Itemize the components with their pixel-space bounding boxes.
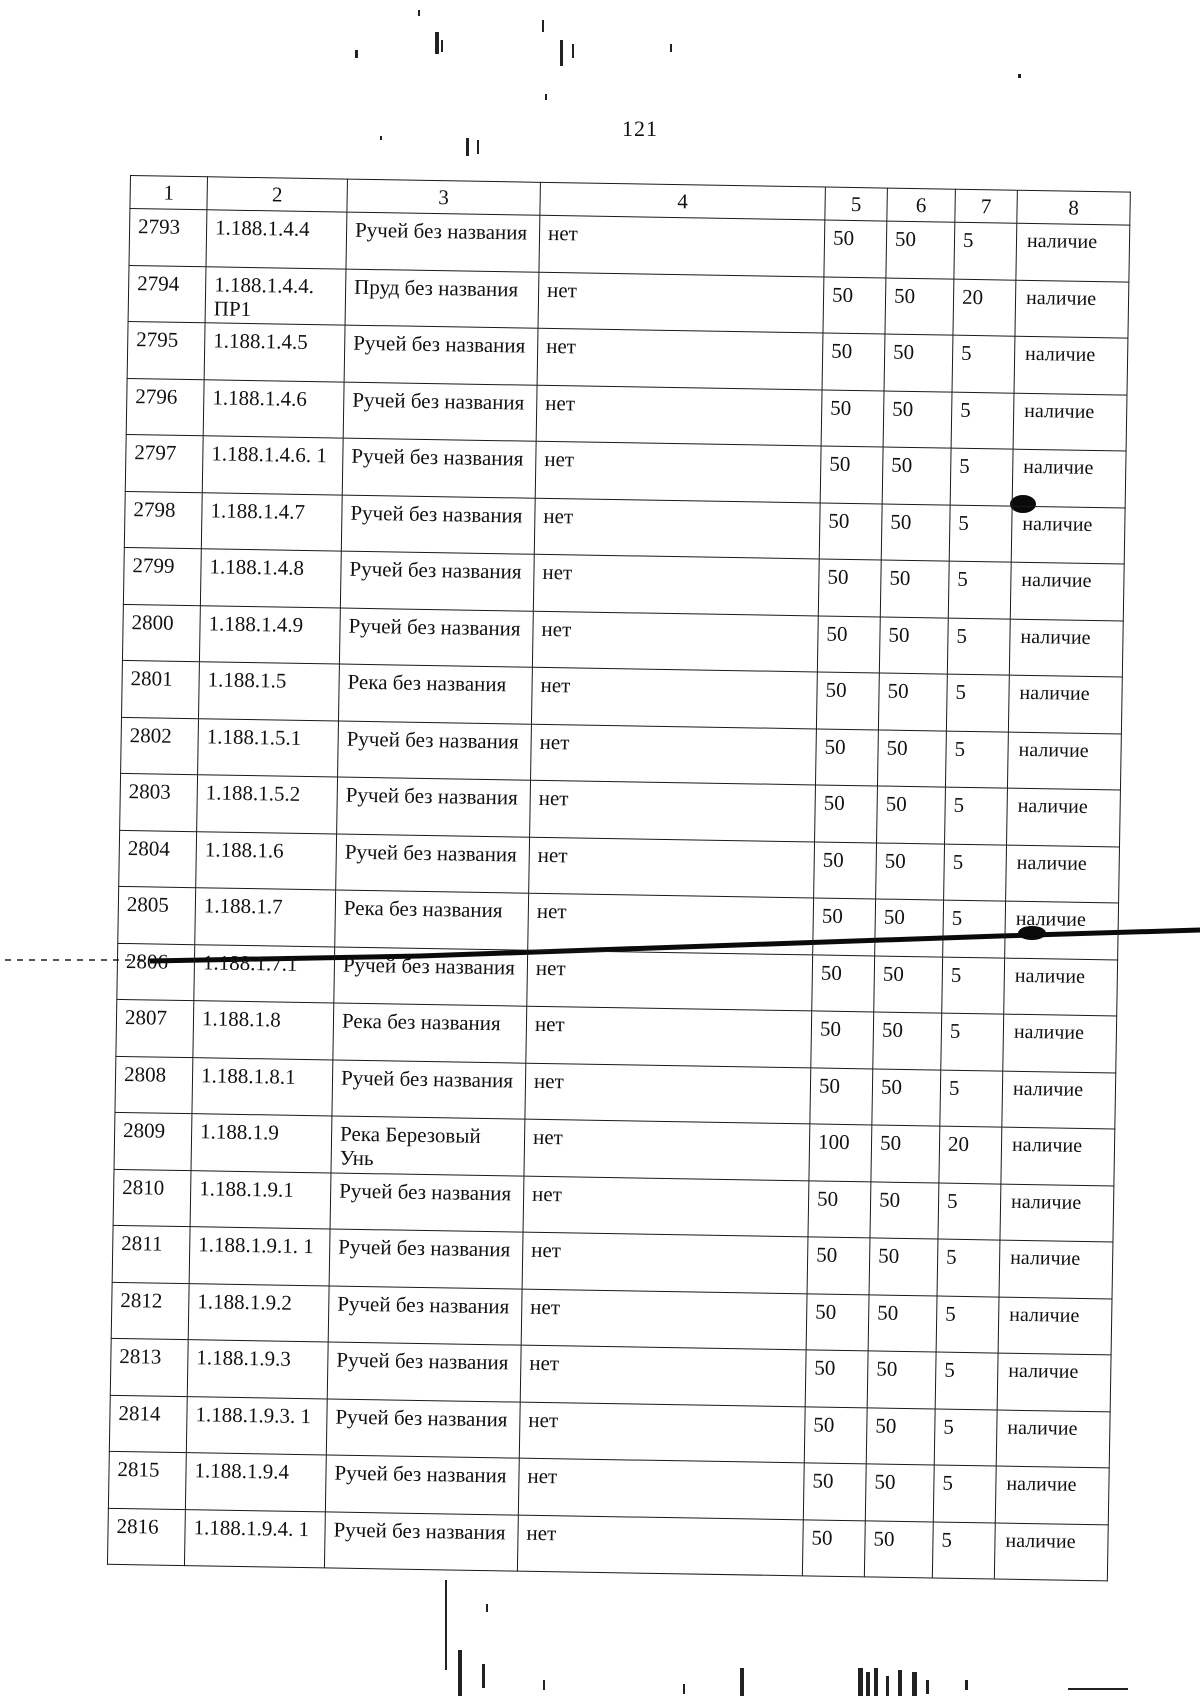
row-number: 2795	[127, 321, 205, 379]
column-4-value: нет	[539, 215, 825, 276]
column-5-value: 50	[824, 220, 887, 278]
column-5-value: 50	[804, 1406, 867, 1464]
speckle	[542, 20, 544, 32]
code: 1.188.1.5.2	[197, 775, 338, 834]
status: наличие	[1005, 901, 1119, 959]
speckle	[477, 140, 479, 154]
column-7-value: 5	[942, 957, 1005, 1015]
speckle	[912, 1672, 917, 1696]
column-7-value: 5	[947, 618, 1010, 676]
column-header: 8	[1017, 190, 1131, 225]
code: 1.188.1.4.6	[203, 379, 344, 438]
object-name: Ручей без названия	[341, 495, 535, 555]
water-bodies-table	[107, 175, 1131, 1581]
object-name: Ручей без названия	[326, 1398, 520, 1458]
row-number: 2804	[119, 830, 197, 888]
column-4-value: нет	[534, 498, 820, 559]
column-4-value: нет	[536, 385, 822, 446]
object-name: Ручей без названия	[336, 834, 530, 894]
column-6-value: 50	[865, 1464, 934, 1522]
column-5-value: 50	[806, 1293, 869, 1351]
column-6-value: 50	[879, 617, 948, 675]
code: 1.188.1.7	[195, 888, 336, 947]
speckle	[435, 32, 439, 54]
column-7-value: 5	[934, 1409, 997, 1467]
column-6-value: 50	[871, 1125, 940, 1183]
object-name: Ручей без названия	[344, 325, 538, 385]
column-7-value: 5	[952, 335, 1015, 393]
speckle	[965, 1680, 968, 1690]
column-7-value: 5	[935, 1352, 998, 1410]
object-name: Ручей без названия	[324, 1511, 518, 1571]
object-name: Ручей без названия	[327, 1342, 521, 1402]
column-6-value: 50	[870, 1181, 939, 1239]
object-name: Ручей без названия	[338, 721, 532, 781]
column-6-value: 50	[866, 1407, 935, 1465]
row-number: 2798	[124, 491, 202, 549]
column-6-value: 50	[878, 673, 947, 731]
column-4-value: нет	[521, 1289, 807, 1350]
speckle	[866, 1672, 870, 1696]
column-6-value: 50	[885, 278, 954, 336]
column-header: 6	[887, 188, 956, 222]
column-7-value: 20	[939, 1126, 1002, 1184]
speckle	[898, 1670, 902, 1696]
code: 1.188.1.6	[196, 831, 337, 890]
code: 1.188.1.9	[191, 1114, 332, 1173]
row-number: 2802	[121, 717, 199, 775]
column-5-value: 50	[803, 1463, 866, 1521]
row-number: 2811	[112, 1225, 190, 1283]
column-4-value: нет	[524, 1119, 810, 1180]
column-5-value: 100	[809, 1124, 872, 1182]
status: наличие	[1016, 223, 1130, 281]
column-6-value: 50	[869, 1238, 938, 1296]
speckle	[858, 1668, 863, 1696]
object-name: Ручей без названия	[346, 212, 540, 272]
column-5-value: 50	[817, 615, 880, 673]
object-name: Ручей без названия	[343, 382, 537, 442]
speckle	[486, 1604, 488, 1612]
object-name: Ручей без названия	[337, 777, 531, 837]
page-number: 121	[622, 116, 658, 141]
column-5-value: 50	[822, 333, 885, 391]
column-7-value: 5	[938, 1183, 1001, 1241]
row-number: 2803	[120, 773, 198, 831]
column-4-value: нет	[537, 328, 823, 389]
column-4-value: нет	[529, 837, 815, 898]
speckle	[380, 136, 382, 140]
column-6-value: 50	[874, 955, 943, 1013]
object-name: Река без названия	[335, 890, 529, 950]
row-number: 2812	[111, 1282, 189, 1340]
code: 1.188.1.9.1	[190, 1170, 331, 1229]
column-5-value: 50	[813, 898, 876, 956]
status: наличие	[1007, 788, 1121, 846]
column-7-value: 5	[949, 505, 1012, 563]
column-6-value: 50	[875, 899, 944, 957]
column-4-value: нет	[518, 1458, 804, 1519]
column-6-value: 50	[886, 221, 955, 279]
object-name: Ручей без названия	[332, 1059, 526, 1119]
speckle	[466, 138, 469, 156]
row-number: 2793	[129, 209, 207, 267]
column-header: 7	[955, 189, 1018, 223]
column-6-value: 50	[864, 1520, 933, 1578]
column-4-value: нет	[535, 441, 821, 502]
column-4-value: нет	[532, 611, 818, 672]
column-5-value: 50	[818, 559, 881, 617]
column-4-value: нет	[531, 724, 817, 785]
speckle	[545, 94, 547, 100]
speckle	[1018, 74, 1021, 78]
column-5-value: 50	[814, 841, 877, 899]
column-5-value: 50	[820, 446, 883, 504]
speckle	[418, 10, 420, 16]
column-7-value: 5	[945, 787, 1008, 845]
column-4-value: нет	[526, 1006, 812, 1067]
code: 1.188.1.4.5	[204, 323, 345, 382]
status: наличие	[997, 1353, 1111, 1411]
speckle	[445, 1580, 447, 1670]
status: наличие	[1015, 280, 1129, 338]
column-4-value: нет	[527, 950, 813, 1011]
column-5-value: 50	[816, 672, 879, 730]
column-7-value: 5	[948, 561, 1011, 619]
column-7-value: 5	[954, 222, 1017, 280]
speckle	[886, 1676, 889, 1696]
column-header: 2	[207, 177, 348, 212]
column-header: 4	[540, 182, 826, 220]
column-6-value: 50	[872, 1068, 941, 1126]
object-name: Ручей без названия	[329, 1229, 523, 1289]
object-name: Ручей без названия	[340, 551, 534, 611]
column-7-value: 5	[933, 1465, 996, 1523]
code: 1.188.1.4.7	[201, 492, 342, 551]
column-5-value: 50	[815, 728, 878, 786]
status: наличие	[1014, 336, 1128, 394]
row-number: 2816	[107, 1508, 185, 1566]
code: 1.188.1.4.4	[206, 210, 347, 269]
code: 1.188.1.9.3	[187, 1340, 328, 1399]
column-5-value: 50	[823, 277, 886, 335]
column-7-value: 5	[937, 1239, 1000, 1297]
row-number: 2808	[115, 1056, 193, 1114]
column-6-value: 50	[880, 560, 949, 618]
speckle	[572, 44, 574, 58]
column-5-value: 50	[821, 390, 884, 448]
code: 1.188.1.9.4	[185, 1453, 326, 1512]
column-7-value: 5	[950, 448, 1013, 506]
row-number: 2809	[114, 1112, 192, 1170]
row-number: 2794	[128, 265, 206, 323]
status: наличие	[1006, 845, 1120, 903]
status: наличие	[1000, 1184, 1114, 1242]
column-6-value: 50	[877, 729, 946, 787]
code: 1.188.1.9.2	[188, 1283, 329, 1342]
column-4-value: нет	[533, 554, 819, 615]
column-7-value: 5	[941, 1013, 1004, 1071]
column-4-value: нет	[519, 1402, 805, 1463]
status: наличие	[995, 1466, 1109, 1524]
status: наличие	[1012, 449, 1126, 507]
status: наличие	[1003, 1014, 1117, 1072]
speckle	[543, 1680, 545, 1690]
column-7-value: 5	[943, 900, 1006, 958]
column-7-value: 20	[953, 279, 1016, 337]
column-5-value: 50	[811, 1011, 874, 1069]
status: наличие	[1001, 1127, 1115, 1185]
column-6-value: 50	[876, 842, 945, 900]
status: наличие	[1007, 732, 1121, 790]
object-name: Река Березовый Унь	[331, 1116, 525, 1176]
code: 1.188.1.5.1	[198, 718, 339, 777]
column-4-value: нет	[538, 272, 824, 333]
object-name: Ручей без названия	[325, 1455, 519, 1515]
column-4-value: нет	[520, 1345, 806, 1406]
status: наличие	[999, 1240, 1113, 1298]
column-5-value: 50	[819, 502, 882, 560]
column-6-value: 50	[867, 1351, 936, 1409]
column-6-value: 50	[882, 447, 951, 505]
column-header: 3	[347, 179, 541, 215]
row-number: 2815	[108, 1451, 186, 1509]
speckle	[874, 1668, 878, 1696]
code: 1.188.1.4.9	[199, 605, 340, 664]
code: 1.188.1.9.1. 1	[189, 1227, 330, 1286]
column-header: 1	[130, 176, 208, 210]
status: наличие	[994, 1523, 1108, 1581]
status: наличие	[1004, 958, 1118, 1016]
column-4-value: нет	[528, 893, 814, 954]
object-name: Ручей без названия	[328, 1285, 522, 1345]
column-5-value: 50	[807, 1237, 870, 1295]
speckle	[355, 50, 358, 58]
code: 1.188.1.5	[199, 662, 340, 721]
status: наличие	[1009, 619, 1123, 677]
column-5-value: 50	[802, 1519, 865, 1577]
object-name: Река без названия	[338, 664, 532, 724]
status: наличие	[1013, 393, 1127, 451]
row-number: 2810	[113, 1169, 191, 1227]
speckle	[1068, 1688, 1128, 1690]
column-4-value: нет	[517, 1515, 803, 1576]
code: 1.188.1.4.8	[200, 549, 341, 608]
column-4-value: нет	[531, 667, 817, 728]
object-name: Ручей без названия	[334, 947, 528, 1007]
row-number: 2797	[125, 434, 203, 492]
row-number: 2800	[122, 604, 200, 662]
column-5-value: 50	[805, 1350, 868, 1408]
column-6-value: 50	[877, 786, 946, 844]
column-7-value: 5	[932, 1522, 995, 1580]
status: наличие	[998, 1297, 1112, 1355]
speckle	[560, 40, 563, 66]
column-5-value: 50	[810, 1067, 873, 1125]
code: 1.188.1.4.6. 1	[202, 436, 343, 495]
status: наличие	[1008, 675, 1122, 733]
object-name: Река без названия	[333, 1003, 527, 1063]
code: 1.188.1.7.1	[194, 944, 335, 1003]
speckle	[670, 44, 672, 52]
table-container	[107, 175, 1131, 1581]
speckle	[683, 1684, 685, 1694]
speckle	[482, 1664, 485, 1688]
column-5-value: 50	[808, 1180, 871, 1238]
status: наличие	[1011, 506, 1125, 564]
row-number: 2805	[118, 886, 196, 944]
column-6-value: 50	[883, 391, 952, 449]
column-6-value: 50	[873, 1012, 942, 1070]
column-7-value: 5	[951, 392, 1014, 450]
column-7-value: 5	[944, 844, 1007, 902]
speckle	[458, 1650, 462, 1696]
column-4-value: нет	[525, 1063, 811, 1124]
status: наличие	[1010, 562, 1124, 620]
row-number: 2807	[116, 999, 194, 1057]
code: 1.188.1.4.4. ПР1	[205, 266, 346, 325]
column-header: 5	[825, 187, 888, 221]
object-name: Ручей без названия	[339, 608, 533, 668]
column-7-value: 5	[936, 1296, 999, 1354]
code: 1.188.1.9.3. 1	[186, 1396, 327, 1455]
object-name: Ручей без названия	[342, 438, 536, 498]
column-6-value: 50	[884, 334, 953, 392]
row-number: 2806	[117, 943, 195, 1001]
object-name: Пруд без названия	[345, 269, 539, 329]
code: 1.188.1.9.4. 1	[184, 1509, 325, 1568]
column-5-value: 50	[815, 785, 878, 843]
speckle	[441, 40, 443, 52]
row-number: 2796	[126, 378, 204, 436]
code: 1.188.1.8.1	[192, 1057, 333, 1116]
row-number: 2801	[122, 660, 200, 718]
table-body	[107, 209, 1129, 1581]
row-number: 2813	[110, 1338, 188, 1396]
column-4-value: нет	[522, 1232, 808, 1293]
column-6-value: 50	[868, 1294, 937, 1352]
column-6-value: 50	[881, 504, 950, 562]
column-7-value: 5	[946, 674, 1009, 732]
speckle	[740, 1668, 744, 1696]
column-4-value: нет	[530, 780, 816, 841]
row-number: 2814	[109, 1395, 187, 1453]
object-name: Ручей без названия	[330, 1172, 524, 1232]
code: 1.188.1.8	[193, 1001, 334, 1060]
speckle	[926, 1680, 929, 1694]
status: наличие	[996, 1410, 1110, 1468]
column-7-value: 5	[945, 731, 1008, 789]
column-5-value: 50	[812, 954, 875, 1012]
row-number: 2799	[123, 547, 201, 605]
column-4-value: нет	[523, 1176, 809, 1237]
status: наличие	[1002, 1071, 1116, 1129]
column-7-value: 5	[940, 1070, 1003, 1128]
